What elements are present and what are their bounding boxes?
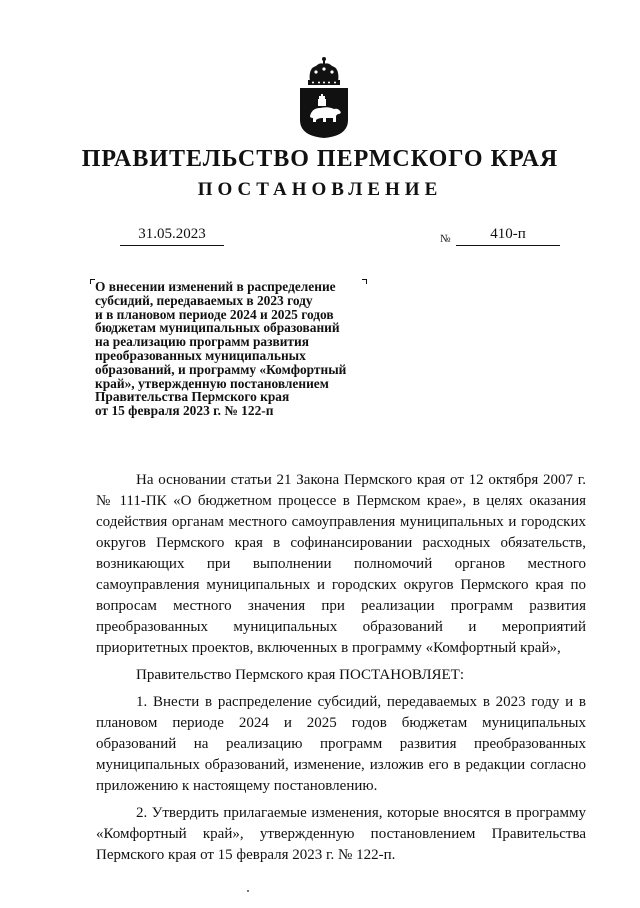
document-type: ПОСТАНОВЛЕНИЕ	[197, 179, 443, 200]
document-subject	[95, 280, 395, 418]
crown-icon	[308, 57, 340, 85]
subject-line: край», утвержденную постановлением	[95, 375, 329, 391]
subject-line: образований, и программу «Комфортный	[95, 361, 347, 377]
subject-line: преобразованных муниципальных	[95, 347, 306, 363]
coat-of-arms-icon	[296, 56, 352, 140]
subject-line: субсидий, передаваемых в 2023 году	[95, 292, 313, 308]
document-number: 410-п	[456, 226, 560, 246]
government-title: ПРАВИТЕЛЬСТВО ПЕРМСКОГО КРАЯ	[81, 146, 559, 172]
document-body	[96, 470, 586, 866]
document-date: 31.05.2023	[120, 226, 224, 246]
subject-line: от 15 февраля 2023 г. № 122-п	[95, 403, 274, 419]
item-2-paragraph: 2. Утвердить прилагаемые изменения, которые вносятся в программу «Комфортный край», утвержденную постановлением Правительства Пермского края от 15 февраля 2023 г. № 122-п.	[96, 805, 586, 863]
subject-line: О внесении изменений в распределение	[95, 279, 336, 294]
subject-line: на реализацию программ развития	[95, 334, 309, 350]
scan-dot	[247, 890, 249, 892]
subject-line: Правительства Пермского края	[95, 389, 290, 405]
preamble-paragraph: На основании статьи 21 Закона Пермского края от 12 октября 2007 г. № 111-ПК «О бюджетном процессе в Пермском крае», в целях оказания содействия органам местного самоуправления муниципальных и городских округов Пермского края в софинансировании расходных обязательств, возникающих при выполнении полномочий органов местного самоуправления муниципальных и городских округов Пермского края по вопросам местного значения при реализации программ развития преобразованных муниципальных образований и мероприятий приоритетных проектов, включенных в программу «Комфортный край»,	[96, 472, 586, 656]
subject-line: и в плановом периоде 2024 и 2025 годов	[95, 306, 334, 322]
subject-line: бюджетам муниципальных образований	[95, 320, 340, 336]
resolves-paragraph: Правительство Пермского края ПОСТАНОВЛЯЕТ:	[136, 667, 465, 683]
item-1-paragraph: 1. Внести в распределение субсидий, передаваемых в 2023 году и в плановом периоде 2024 и 2025 годов бюджетам муниципальных образований на реализацию программ развития преобразованных муниципальных образований, изменение, изложив его в редакции согласно приложению к настоящему постановлению.	[96, 694, 586, 794]
number-sign: №	[440, 233, 451, 245]
